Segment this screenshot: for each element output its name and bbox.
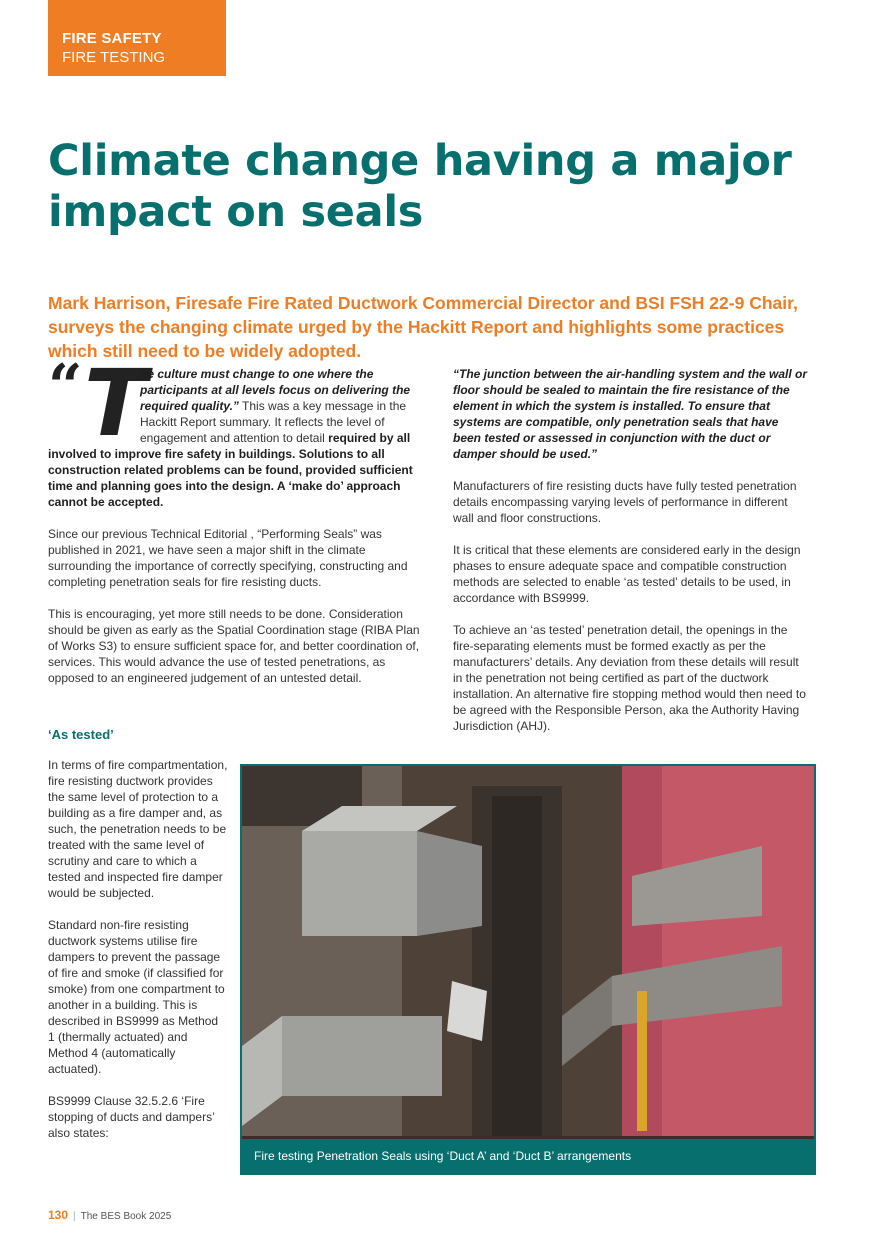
intro-lead-text: This was a key message in the Hackitt Report summary. It reflects the level of engagement and attention to detail (140, 399, 407, 445)
figure-caption: Fire testing Penetration Seals using ‘Duct A’ and ‘Duct B’ arrangements (242, 1139, 814, 1173)
open-quote-mark: “ (48, 352, 83, 422)
body-paragraph: To achieve an ‘as tested’ penetration detail, the openings in the fire-separating elements must be formed exactly as per the manufacturers’ details. Any deviation from these details will result in the penetration not being certified as part of the ductwork installation. An alternative fire stopping method would then need to be agreed with the Responsible Person, aka the Authority Having Jurisdiction (AHJ). (453, 623, 806, 733)
body-paragraph: BS9999 Clause 32.5.2.6 ‘Fire stopping of ducts and dampers’ also states: (48, 1094, 215, 1140)
column-narrow (48, 757, 228, 1141)
headline: Climate change having a major impact on seals (48, 136, 792, 237)
body-paragraph: Standard non-fire resisting ductwork systems utilise fire dampers to prevent the passage of fire and smoke (if classified for smoke) from one compartment to another in a building. This is described in BS9999 as Method 1 (thermally actuated) and Method 4 (automatically actuated). (48, 918, 225, 1076)
intro-lead-end: required by all involved to improve fire safety in buildings. Solutions to all construction related problems can be found, provided sufficient time and planning goes into the design. A ‘make do’ approach cannot be accepted. (48, 431, 413, 509)
body-paragraph: In terms of fire compartmentation, fire resisting ductwork provides the same level of protection to a building as a fire damper and, as such, the penetration needs to be treated with the same level of scrutiny and care to which a tested and inspected fire damper would be subjected. (48, 758, 228, 900)
intro-paragraph (48, 350, 422, 510)
intro-lead-quote: he culture must change to one where the participants at all levels focus on delivering the required quality.” (140, 367, 411, 413)
bs9999-quote: “The junction between the air-handling system and the wall or floor should be sealed to maintain the fire resistance of the element in which the system is installed. To ensure that systems are compatible, only penetration seals that have been tested or assessed in conjunction with the duct or damper should be used.” (453, 367, 808, 461)
footer-separator: | (73, 1211, 76, 1222)
body-paragraph: Manufacturers of fire resisting ducts have fully tested penetration details encompassing varying levels of performance in different wall and floor constructions. (453, 479, 797, 525)
body-paragraph: This is encouraging, yet more still needs to be done. Consideration should be given as early as the Spatial Coordination stage (RIBA Plan of Works S3) to ensure sufficient space for, and better coordination of, services. This would advance the use of tested penetrations, as opposed to an engineered judgement of an untested detail. (48, 607, 420, 685)
page-number: 130 (48, 1208, 69, 1222)
subheading-as-tested: ‘As tested’ (48, 727, 114, 742)
page-footer (48, 1208, 171, 1222)
body-paragraph: It is critical that these elements are considered early in the design phases to ensure adequate space and compatible construction methods are selected to enable ‘as tested’ details to be used, in accordance with BS9999. (453, 543, 801, 605)
column-left (48, 350, 422, 702)
section-label: FIRE SAFETY (62, 30, 162, 47)
figure-photo (240, 764, 816, 1175)
section-sublabel: FIRE TESTING (62, 49, 166, 66)
drop-cap: T (84, 350, 147, 457)
body-paragraph: Since our previous Technical Editorial , “Performing Seals” was published in 2021, we have seen a major shift in the climate surrounding the importance of correctly specifying, constructing and completing penetration seals for fire resisting ducts. (48, 527, 408, 589)
standfirst: Mark Harrison, Firesafe Fire Rated Ductwork Commercial Director and BSI FSH 22-9 Chair, surveys the changing climate urged by the Hackitt Report and highlights some practices which still need to be widely adopted. (48, 293, 798, 361)
column-right (453, 366, 808, 750)
photo-illustration (242, 766, 814, 1173)
publication-name: The BES Book 2025 (80, 1211, 172, 1222)
section-tag (48, 0, 226, 76)
